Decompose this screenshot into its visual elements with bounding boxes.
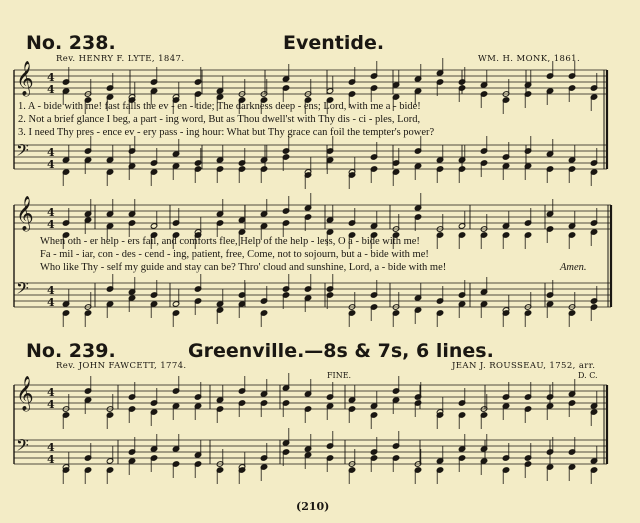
staff-4-clef: 𝄢 xyxy=(16,278,29,302)
verse-1-line-1: 1. A - bide with me! fast falls the ev - en - tide; The darkness deep - ens; Lord, with me a - bide! xyxy=(18,101,421,112)
fine-marking: FINE. xyxy=(327,371,352,380)
staff-1-time-signature: 4 xyxy=(47,83,55,96)
staff-2-time-signature: 4 xyxy=(47,158,55,171)
staff-6-clef: 𝄢 xyxy=(16,435,29,459)
hymn-238-composer: WM. H. MONK, 1861. xyxy=(478,54,581,64)
staff-5-time-signature: 4 xyxy=(47,398,55,411)
staff-5-clef: 𝄞 xyxy=(16,376,34,411)
staff-1-clef: 𝄞 xyxy=(16,61,34,96)
hymn-239-author: Rev. JOHN FAWCETT, 1774. xyxy=(56,361,187,371)
staff-2-clef: 𝄢 xyxy=(16,140,29,164)
verse-3-line-2: Who like Thy - self my guide and stay can be? Thro' cloud and sunshine, Lord, a - bide with me! xyxy=(40,262,447,273)
hymn-239-composer: JEAN J. ROUSSEAU, 1752, arr. xyxy=(452,361,596,371)
verse-3-line-1: 3. I need Thy pres - ence ev - ery pass - ing hour: What but Thy grace can foil the tempter's power? xyxy=(18,127,435,138)
amen-label: Amen. xyxy=(560,262,587,273)
staff-3-time-signature: 4 xyxy=(47,218,55,231)
verse-2-line-2: Fa - mil - iar, con - des - cend - ing, patient, free, Come, not to sojourn, but a - bide with me! xyxy=(40,249,429,260)
hymn-239-number: No. 239. xyxy=(26,340,116,362)
staff-6-time-signature: 4 xyxy=(47,453,55,466)
staff-5-time-signature: 4 xyxy=(47,386,55,399)
hymn-238-title: Eventide. xyxy=(283,32,385,54)
staff-3-time-signature: 4 xyxy=(47,206,55,219)
staff-3-clef: 𝄞 xyxy=(16,196,34,231)
hymn-238-number: No. 238. xyxy=(26,32,116,54)
staff-6-time-signature: 4 xyxy=(47,441,55,454)
hymn-238-author: Rev. HENRY F. LYTE, 1847. xyxy=(56,54,185,64)
staff-1-time-signature: 4 xyxy=(47,71,55,84)
verse-1-line-2: When oth - er help - ers fail, and comforts flee, Help of the help - less, O a - bide with me! xyxy=(40,236,420,247)
staff-2-time-signature: 4 xyxy=(47,146,55,159)
dc-marking: D. C. xyxy=(578,371,598,380)
hymn-239-title: Greenville.—8s & 7s, 6 lines. xyxy=(188,340,494,362)
page-number: (210) xyxy=(296,500,330,513)
verse-2-line-1: 2. Not a brief glance I beg, a part - ing word, But as Thou dwell'st with Thy dis - ci - ples, Lord, xyxy=(18,114,421,125)
staff-4-time-signature: 4 xyxy=(47,284,55,297)
staff-4-time-signature: 4 xyxy=(47,296,55,309)
